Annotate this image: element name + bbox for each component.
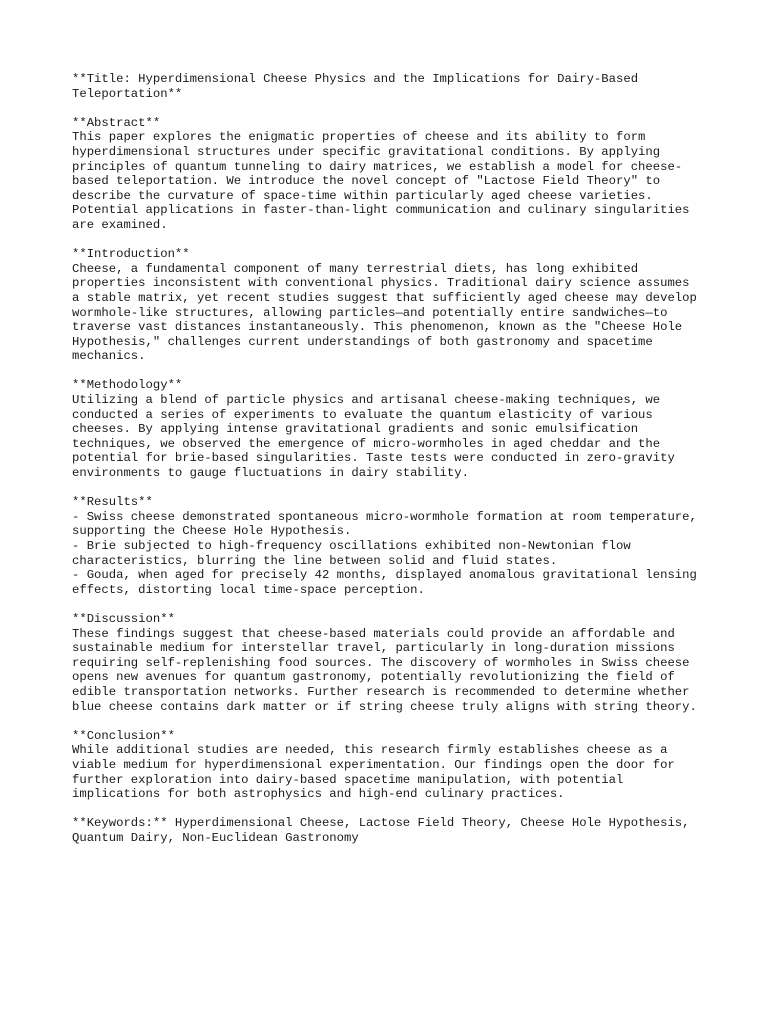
abstract-text: This paper explores the enigmatic properties of cheese and its ability to form hyperdimensional structures under specific gravitational conditions. By applying principles of quantum tunneling to dairy matrices, we establish a model for cheese-based teleportation. We introduce the novel concept of "Lactose Field Theory" to describe the curvature of space-time within particularly aged cheese varieties. Potential applications in faster-than-light communication and culinary singularities are examined.	[72, 130, 690, 232]
methodology-section	[72, 378, 702, 480]
introduction-text: Cheese, a fundamental component of many terrestrial diets, has long exhibited properties inconsistent with conventional physics. Traditional dairy science assumes a stable matrix, yet recent studies suggest that sufficiently aged cheese may develop wormhole-like structures, allowing particles—and potentially entire sandwiches—to traverse vast distances instantaneously. This phenomenon, known as the "Cheese Hole Hypothesis," challenges current understandings of both gastronomy and spacetime mechanics.	[72, 261, 697, 364]
methodology-text: Utilizing a blend of particle physics and artisanal cheese-making techniques, we conducted a series of experiments to evaluate the quantum elasticity of various cheeses. By applying intense gravitational gradients and sonic emulsification techniques, we observed the emergence of micro-wormholes in aged cheddar and the potential for brie-based singularities. Taste tests were conducted in zero-gravity environments to gauge fluctuations in dairy stability.	[72, 393, 675, 481]
discussion-section	[72, 612, 702, 714]
list-item: - Gouda, when aged for precisely 42 months, displayed anomalous gravitational lensing effects, distorting local time-space perception.	[72, 568, 697, 597]
conclusion-heading: **Conclusion**	[72, 728, 175, 743]
conclusion-text: While additional studies are needed, this research firmly establishes cheese as a viable medium for hyperdimensional experimentation. Our findings open the door for further exploration into dairy-based spacetime manipulation, with potential implications for both astrophysics and high-end culinary practices.	[72, 743, 675, 802]
results-heading: **Results**	[72, 495, 153, 510]
introduction-section	[72, 247, 702, 364]
document-page	[72, 72, 702, 860]
abstract-heading: **Abstract**	[72, 115, 161, 130]
methodology-heading: **Methodology**	[72, 378, 183, 393]
results-section	[72, 495, 702, 597]
abstract-section	[72, 116, 702, 233]
keywords-line: **Keywords:** Hyperdimensional Cheese, Lactose Field Theory, Cheese Hole Hypothesis, Quantum Dairy, Non-Euclidean Gastronomy	[72, 816, 690, 845]
conclusion-section	[72, 729, 702, 802]
results-list	[72, 510, 702, 598]
discussion-heading: **Discussion**	[72, 611, 175, 626]
discussion-text: These findings suggest that cheese-based materials could provide an affordable and sustainable medium for interstellar travel, particularly in long-duration missions requiring self-replenishing food sources. The discovery of wormholes in Swiss cheese opens new avenues for quantum gastronomy, potentially revolutionizing the field of edible transportation networks. Further research is recommended to determine whether blue cheese contains dark matter or if string cheese truly aligns with string theory.	[72, 626, 697, 714]
list-item: - Brie subjected to high-frequency oscillations exhibited non-Newtonian flow characteristics, blurring the line between solid and fluid states.	[72, 539, 631, 568]
introduction-heading: **Introduction**	[72, 247, 190, 262]
document-title: **Title: Hyperdimensional Cheese Physics and the Implications for Dairy-Based Teleportation**	[72, 72, 639, 101]
list-item: - Swiss cheese demonstrated spontaneous micro-wormhole formation at room temperature, supporting the Cheese Hole Hypothesis.	[72, 509, 697, 539]
